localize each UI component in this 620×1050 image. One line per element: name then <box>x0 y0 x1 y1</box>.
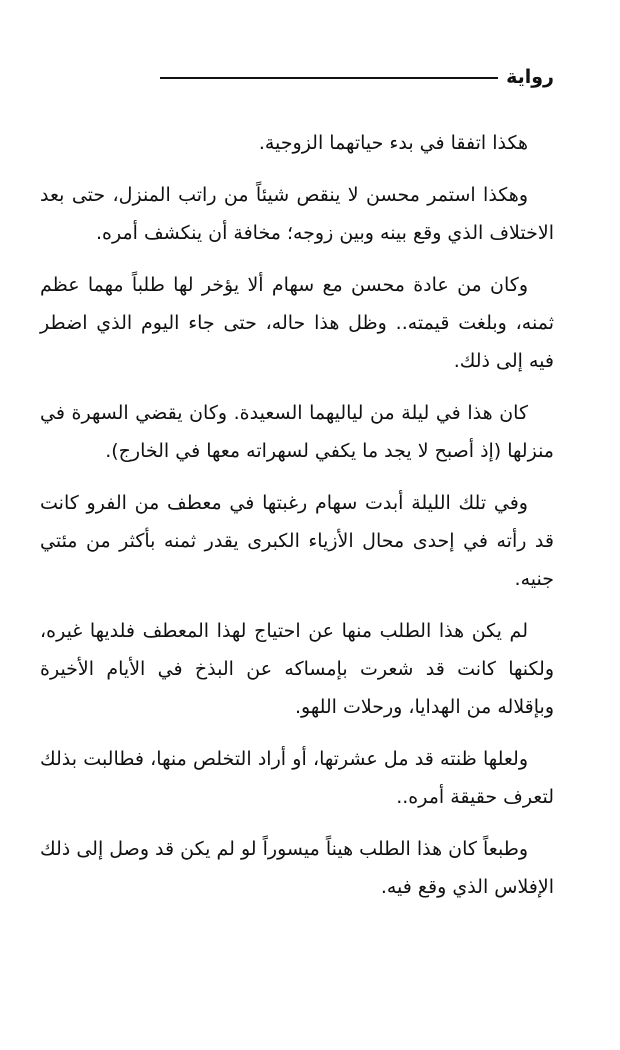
paragraph: هكذا اتفقا في بدء حياتهما الزوجية. <box>258 132 528 154</box>
paragraph: وطبعاً كان هذا الطلب هيناً ميسوراً لو لم يكن قد وصل إلى ذلك الإفلاس الذي وقع فيه. <box>40 838 554 898</box>
paragraph: لم يكن هذا الطلب منها عن احتياج لهذا المعطف فلديها غيره، ولكنها كانت قد شعرت بإمساكه عن البذخ في الأيام الأخيرة وبإقلاله من الهدايا، ورحلات اللهو. <box>40 620 554 718</box>
paragraph: وفي تلك الليلة أبدت سهام رغبتها في معطف من الفرو كانت قد رأته في إحدى محال الأزياء الكبرى يقدر ثمنه بأكثر من مئتي جنيه. <box>40 492 554 590</box>
paragraph: وهكذا استمر محسن لا ينقص شيئاً من راتب المنزل، حتى بعد الاختلاف الذي وقع بينه وبين زوجه؛ مخافة أن ينكشف أمره. <box>40 184 554 244</box>
header-rule <box>160 77 498 79</box>
paragraph: ولعلها ظنته قد مل عشرتها، أو أراد التخلص منها، فطالبت بذلك لتعرف حقيقة أمره.. <box>40 748 554 808</box>
body-text <box>40 124 554 920</box>
header-title: رواية <box>506 66 554 88</box>
running-header <box>160 62 554 92</box>
paragraph: كان هذا في ليلة من لياليهما السعيدة. وكان يقضي السهرة في منزلها (إذ أصبح لا يجد ما يكفي لسهراته معها في الخارج). <box>40 402 554 462</box>
book-page <box>40 0 554 1050</box>
paragraph: وكان من عادة محسن مع سهام ألا يؤخر لها طلباً مهما عظم ثمنه، وبلغت قيمته.. وظل هذا حاله، حتى جاء اليوم الذي اضطر فيه إلى ذلك. <box>40 274 554 372</box>
